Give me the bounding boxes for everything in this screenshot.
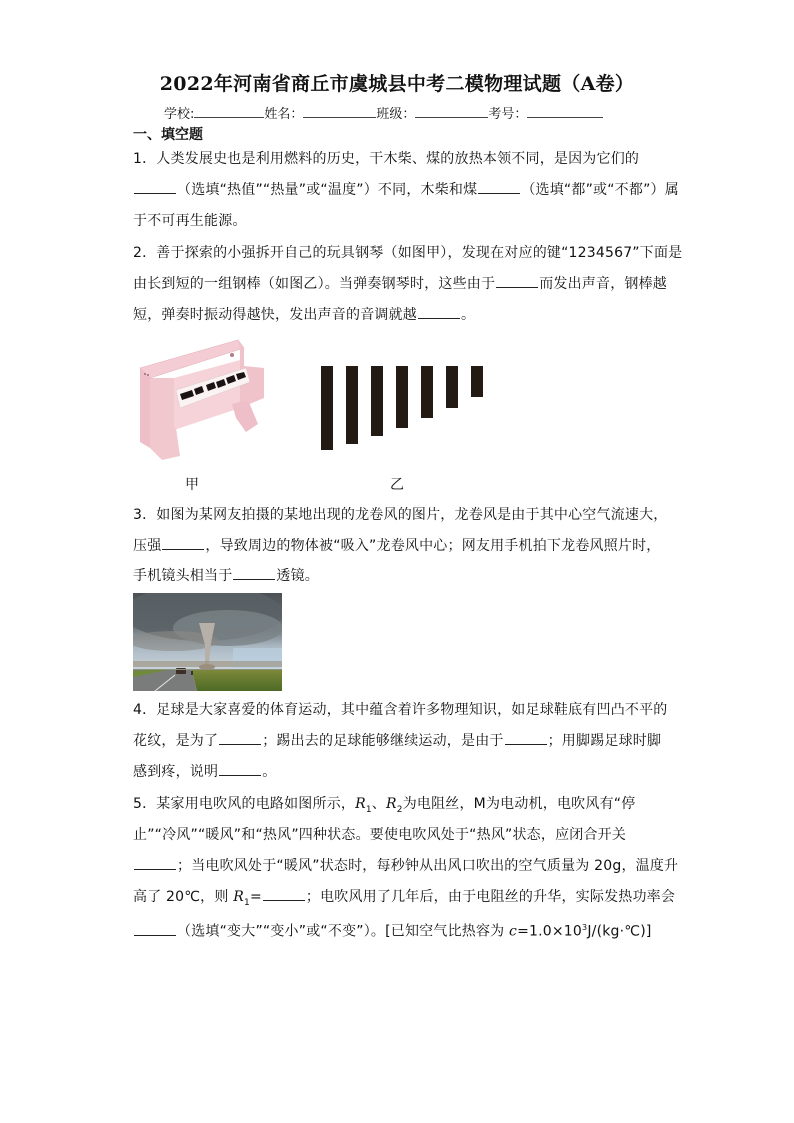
- steel-bar-1: [321, 366, 333, 450]
- q1-line-3: 于不可再生能源。: [133, 213, 247, 229]
- steel-bar-2: [346, 366, 358, 444]
- q3-text: 压强: [133, 538, 162, 554]
- q3-text: 手机镜头相当于: [133, 568, 233, 584]
- q2-text: 。: [461, 307, 476, 323]
- exam-number-blank[interactable]: [527, 104, 603, 118]
- q3-text: ，导致周边的物体被“吸入”龙卷风中心；网友用手机拍下龙卷风照片时，: [205, 538, 661, 554]
- q3-line-1: 3．如图为某网友拍摄的某地出现的龙卷风的图片，龙卷风是由于其中心空气流速大，: [133, 507, 668, 523]
- q3-line-3: [133, 567, 319, 585]
- q1-text: （选填“热值”“热量”或“温度”）不同，木柴和煤: [177, 182, 478, 198]
- steel-bar-7: [471, 366, 483, 397]
- c-symbol: c: [509, 923, 518, 940]
- q5-line-3: [133, 857, 678, 875]
- q5-text: ；当电吹风处于“暖风”状态时，每秒钟从出风口吹出的空气质量为 20g，温度升: [177, 858, 679, 874]
- exam-number-label: 考号：: [488, 107, 528, 122]
- q5-text: 高了 20℃，则: [133, 889, 234, 905]
- figure-label-jia: 甲: [185, 477, 199, 493]
- q5-line-4: [133, 888, 675, 912]
- q4-text: ；用脚踢足球时脚: [547, 733, 662, 749]
- q4-blank-2[interactable]: [505, 732, 547, 745]
- tornado-icon: [133, 593, 282, 691]
- q2-text: 由长到短的一组钢棒（如图乙）。当弹奏钢琴时，这些由于: [133, 276, 496, 292]
- q5-blank-1[interactable]: [134, 857, 176, 870]
- q2-line-1: 2．善于探索的小强拆开自己的玩具钢琴（如图甲），发现在对应的键“1234567”下面是: [133, 245, 683, 261]
- class-blank[interactable]: [415, 104, 488, 118]
- q4-text: 花纹，是为了: [133, 733, 219, 749]
- school-blank[interactable]: [194, 104, 264, 118]
- q1-blank-1[interactable]: [134, 181, 176, 194]
- q5-line-1: [133, 795, 635, 819]
- student-info-line: [164, 103, 603, 122]
- r1-symbol: R: [355, 796, 366, 812]
- school-label: 学校:: [164, 107, 195, 122]
- q1-line-2: [133, 181, 679, 199]
- q5-blank-2[interactable]: [263, 888, 305, 901]
- q3-blank-2[interactable]: [233, 567, 275, 580]
- r1-subscript: 1: [244, 897, 250, 908]
- q4-blank-3[interactable]: [219, 763, 261, 776]
- steel-bar-3: [371, 366, 383, 436]
- q4-line-1: 4．足球是大家喜爱的体育运动，其中蕴含着许多物理知识，如足球鞋底有凹凸不平的: [133, 702, 668, 718]
- class-label: 班级：: [376, 107, 416, 122]
- q5-text: 5．某家用电吹风的电路如图所示，: [133, 796, 356, 812]
- q2-blank-1[interactable]: [496, 275, 538, 288]
- q1-blank-2[interactable]: [478, 181, 520, 194]
- steel-bar-6: [446, 366, 458, 408]
- q5-line-5: [133, 919, 652, 941]
- exponent: 3: [582, 923, 588, 932]
- q5-text: ；电吹风用了几年后，由于电阻丝的升华，实际发热功率会: [305, 889, 676, 905]
- q3-line-2: [133, 537, 661, 555]
- q5-text: =: [249, 889, 262, 905]
- r2-symbol: R: [386, 796, 397, 812]
- q4-text: 。: [262, 764, 277, 780]
- q5-text: =1.0×10: [517, 923, 583, 940]
- figure-label-yi: 乙: [390, 477, 404, 493]
- q4-text: 感到疼，说明: [133, 764, 219, 780]
- r1-symbol: R: [233, 889, 244, 905]
- page-title: 2022年河南省商丘市虞城县中考二模物理试题（A卷）: [159, 73, 635, 95]
- q2-blank-2[interactable]: [418, 306, 460, 319]
- q5-text: 为电阻丝，M为电动机，电吹风有“停: [402, 796, 636, 812]
- q3-text: 透镜。: [276, 568, 320, 584]
- q5-blank-3[interactable]: [134, 923, 176, 936]
- r1-subscript: 1: [365, 804, 372, 815]
- r2-subscript: 2: [396, 804, 403, 815]
- q5-line-2: 止”“冷风”“暖风”和“热风”四种状态。要使电吹风处于“热风”状态，应闭合开关: [133, 827, 627, 843]
- q1-text: （选填“都”或“不都”）属: [521, 182, 679, 198]
- q5-text: （选填“变大”“变小”或“不变”）。[已知空气比热容为: [177, 923, 510, 940]
- q5-text: 、: [371, 796, 386, 812]
- name-label: 姓名：: [264, 107, 304, 122]
- q2-line-3: [133, 306, 475, 324]
- q1-line-1: 1．人类发展史也是利用燃料的历史，干木柴、煤的放热本领不同，是因为它们的: [133, 151, 640, 167]
- q4-blank-1[interactable]: [219, 732, 261, 745]
- q2-text: 短，弹奏时振动得越快，发出声音的音调就越: [133, 307, 417, 323]
- tornado-photo: [133, 593, 282, 691]
- piano-icon: [136, 338, 268, 460]
- q4-line-3: [133, 763, 276, 781]
- section-title: 一、填空题: [133, 127, 203, 143]
- q4-line-2: [133, 732, 661, 750]
- toy-piano-image: [136, 338, 268, 460]
- name-blank[interactable]: [303, 104, 376, 118]
- q2-line-2: [133, 275, 667, 293]
- q2-text: 而发出声音，钢棒越: [539, 276, 668, 292]
- q3-blank-1[interactable]: [162, 537, 204, 550]
- q5-text: J/(kg·℃)]: [587, 923, 652, 940]
- steel-bar-4: [396, 366, 408, 428]
- q4-text: ；踢出去的足球能够继续运动，是由于: [262, 733, 504, 749]
- steel-bar-5: [421, 366, 433, 418]
